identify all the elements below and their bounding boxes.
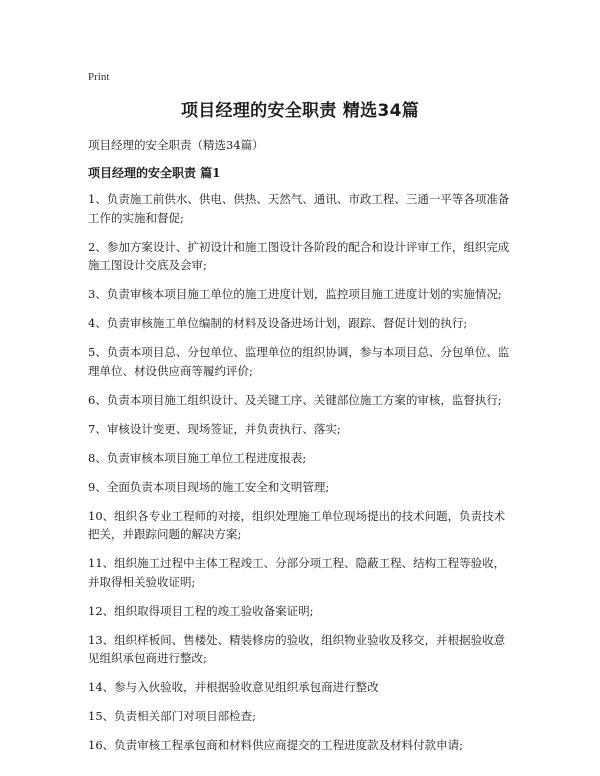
print-label[interactable]: Print <box>88 71 110 83</box>
duty-item: 11、组织施工过程中主体工程竣工、分部分项工程、隐蔽工程、结构工程等验收，并取得相关验收证明; <box>88 556 506 589</box>
duty-item: 2、参加方案设计、扩初设计和施工图设计各阶段的配合和设计评审工作，组织完成施工图设计交底及会审; <box>88 239 510 272</box>
duty-item: 12、组织取得项目工程的竣工验收备案证明; <box>88 603 314 618</box>
duty-item: 4、负责审核施工单位编制的材料及设备进场计划，跟踪、督促计划的执行; <box>88 316 468 330</box>
duty-list <box>88 190 512 755</box>
duty-item: 9、全面负责本项目现场的施工安全和文明管理; <box>88 479 330 494</box>
section-heading: 项目经理的安全职责 篇1 <box>88 166 221 180</box>
subtitle: 项目经理的安全职责（精选34篇） <box>88 138 264 152</box>
duty-item: 7、审核设计变更、现场签证，并负责执行、落实; <box>88 421 341 436</box>
duty-item: 15、负责相关部门对项目部检查; <box>88 709 257 723</box>
duty-item: 10、组织各专业工程师的对接，组织处理施工单位现场提出的技术问题，负责技术把关，并跟踪问题的解决方案; <box>88 508 506 541</box>
page-title: 项目经理的安全职责 精选34篇 <box>180 101 420 121</box>
duty-item: 5、负责本项目总、分包单位、监理单位的组织协调，参与本项目总、分包单位、监理单位、材设供应商等履约评价; <box>88 345 510 378</box>
duty-item: 14、参与入伙验收，并根据验收意见组织承包商进行整改 <box>88 680 379 694</box>
duty-item: 6、负责本项目施工组织设计、及关键工序、关键部位施工方案的审核，监督执行; <box>88 392 502 407</box>
duty-item: 1、负责施工前供水、供电、供热、天然气、通讯、市政工程、三通一平等各项准备工作的实施和督促; <box>88 192 510 225</box>
duty-item: 3、负责审核本项目施工单位的施工进度计划，监控项目施工进度计划的实施情况; <box>88 287 502 301</box>
duty-item: 8、负责审核本项目施工单位工程进度报表; <box>88 450 307 465</box>
duty-item: 13、组织样板间、售楼处、精装修房的验收，组织物业验收及移交，并根据验收意见组织承包商进行整改; <box>88 632 506 665</box>
duty-item: 16、负责审核工程承包商和材料供应商提交的工程进度款及材料付款申请; <box>88 738 464 752</box>
